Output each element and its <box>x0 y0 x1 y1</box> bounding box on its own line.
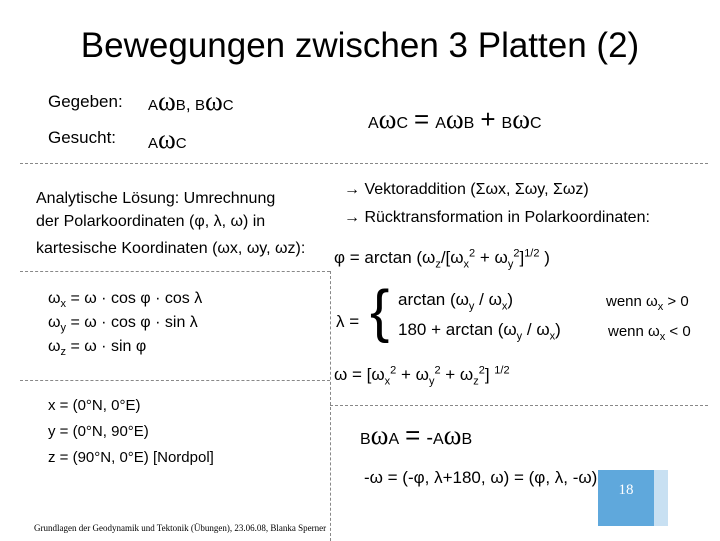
divider-vertical <box>330 271 331 541</box>
footer-citation: Grundlagen der Geodynamik und Tektonik (Übungen), 23.06.08, Blanka Sperner <box>34 523 327 533</box>
analytic-line-2: der Polarkoordinaten (φ, λ, ω) in <box>36 213 266 230</box>
divider-left-lower <box>20 380 330 381</box>
page-number: 18 <box>618 482 634 498</box>
inverse-right-subscript: B <box>461 431 473 448</box>
given-term2-subscript: C <box>222 97 234 114</box>
given-term2-prefix: B <box>195 97 206 114</box>
given-terms <box>148 86 234 117</box>
main-eq-r2-subscript: C <box>529 115 542 132</box>
main-eq-plus: + <box>480 104 496 134</box>
analytic-line-1: Analytische Lösung: Umrechnung <box>36 190 276 207</box>
slide-title: Bewegungen zwischen 3 Platten (2) <box>80 26 640 65</box>
inverse-minus: - <box>426 427 433 449</box>
sought-subscript: C <box>175 135 187 152</box>
main-eq-r1-subscript: B <box>463 115 475 132</box>
given-term1-prefix: A <box>148 97 159 114</box>
axis-x: x = (0°N, 0°E) <box>48 397 141 414</box>
inverse-equals: = <box>405 420 421 450</box>
main-eq-r2-omega: ω <box>512 104 530 134</box>
lambda-brace: { <box>370 279 390 344</box>
sought-term <box>148 124 187 155</box>
divider-right-lower <box>330 405 708 406</box>
given-separator: , <box>185 95 191 114</box>
step-back-transformation: → Rücktransformation in Polarkoordinaten: <box>344 209 650 226</box>
main-equation <box>368 104 542 135</box>
lambda-case-2-condition: wenn $\omega_x < 0$ <box>608 323 691 343</box>
inverse-left-prefix: B <box>360 431 371 448</box>
axis-z: z = (90°N, 0°E) [Nordpol] <box>48 449 214 466</box>
inverse-left-subscript: A <box>388 431 400 448</box>
main-eq-r2-prefix: B <box>501 115 513 132</box>
negation-formula: -ω = (-φ, λ+180, ω) = (φ, λ, -ω) <box>364 468 598 487</box>
sought-prefix: A <box>148 135 159 152</box>
phi-formula: $\varphi = \arctan (\omega_z/[\omega_x^2 + \omega_y^2]^{1/2}$ ) <box>334 247 550 271</box>
page-number-badge <box>598 470 654 526</box>
inverse-left-omega: ω <box>370 420 389 450</box>
main-eq-r1-omega: ω <box>445 104 464 134</box>
omega-formula: $\omega = [\omega_x^2 + \omega_y^2 + \omega_z^2]$ $^{1/2}$ <box>334 364 510 388</box>
inverse-right-prefix: A <box>432 431 444 448</box>
main-eq-left-omega: ω <box>378 104 397 134</box>
given-term2-omega: ω <box>205 86 223 116</box>
given-term1-omega: ω <box>158 86 176 116</box>
lambda-case-1: $\arctan (\omega_y / \omega_x)$ <box>398 290 514 313</box>
axis-y: y = (0°N, 90°E) <box>48 423 149 440</box>
given-label: Gegeben: <box>48 92 123 111</box>
lambda-case-2: $180 + \arctan (\omega_y / \omega_x)$ <box>398 320 561 343</box>
cartesian-y: $\omega_y = \omega \cdot \cos \varphi \cdot \sin \lambda$ <box>48 314 198 335</box>
lambda-lhs: λ = <box>336 312 360 331</box>
lambda-case-1-condition: wenn $\omega_x > 0$ <box>606 293 689 313</box>
main-eq-r1-prefix: A <box>435 115 446 132</box>
page-number-strip <box>654 470 668 526</box>
main-eq-equals: = <box>414 104 430 134</box>
inverse-right-omega: ω <box>443 420 462 450</box>
sought-omega: ω <box>158 124 176 154</box>
main-eq-left-subscript: C <box>396 115 409 132</box>
divider-top <box>20 163 708 164</box>
cartesian-z: $\omega_z = \omega \cdot \sin \varphi$ <box>48 338 147 359</box>
given-term1-subscript: B <box>175 97 186 114</box>
cartesian-x: $\omega_x = \omega \cdot \cos \varphi \cdot \cos \lambda$ <box>48 290 203 311</box>
sought-label: Gesucht: <box>48 128 117 147</box>
inverse-equation <box>360 420 472 451</box>
step-vector-addition: → Vektoraddition (Σωx, Σωy, Σωz) <box>344 181 589 198</box>
analytic-line-3: kartesische Koordinaten (ωx, ωy, ωz): <box>36 240 306 257</box>
main-eq-left-prefix: A <box>368 115 379 132</box>
divider-left <box>20 271 330 272</box>
